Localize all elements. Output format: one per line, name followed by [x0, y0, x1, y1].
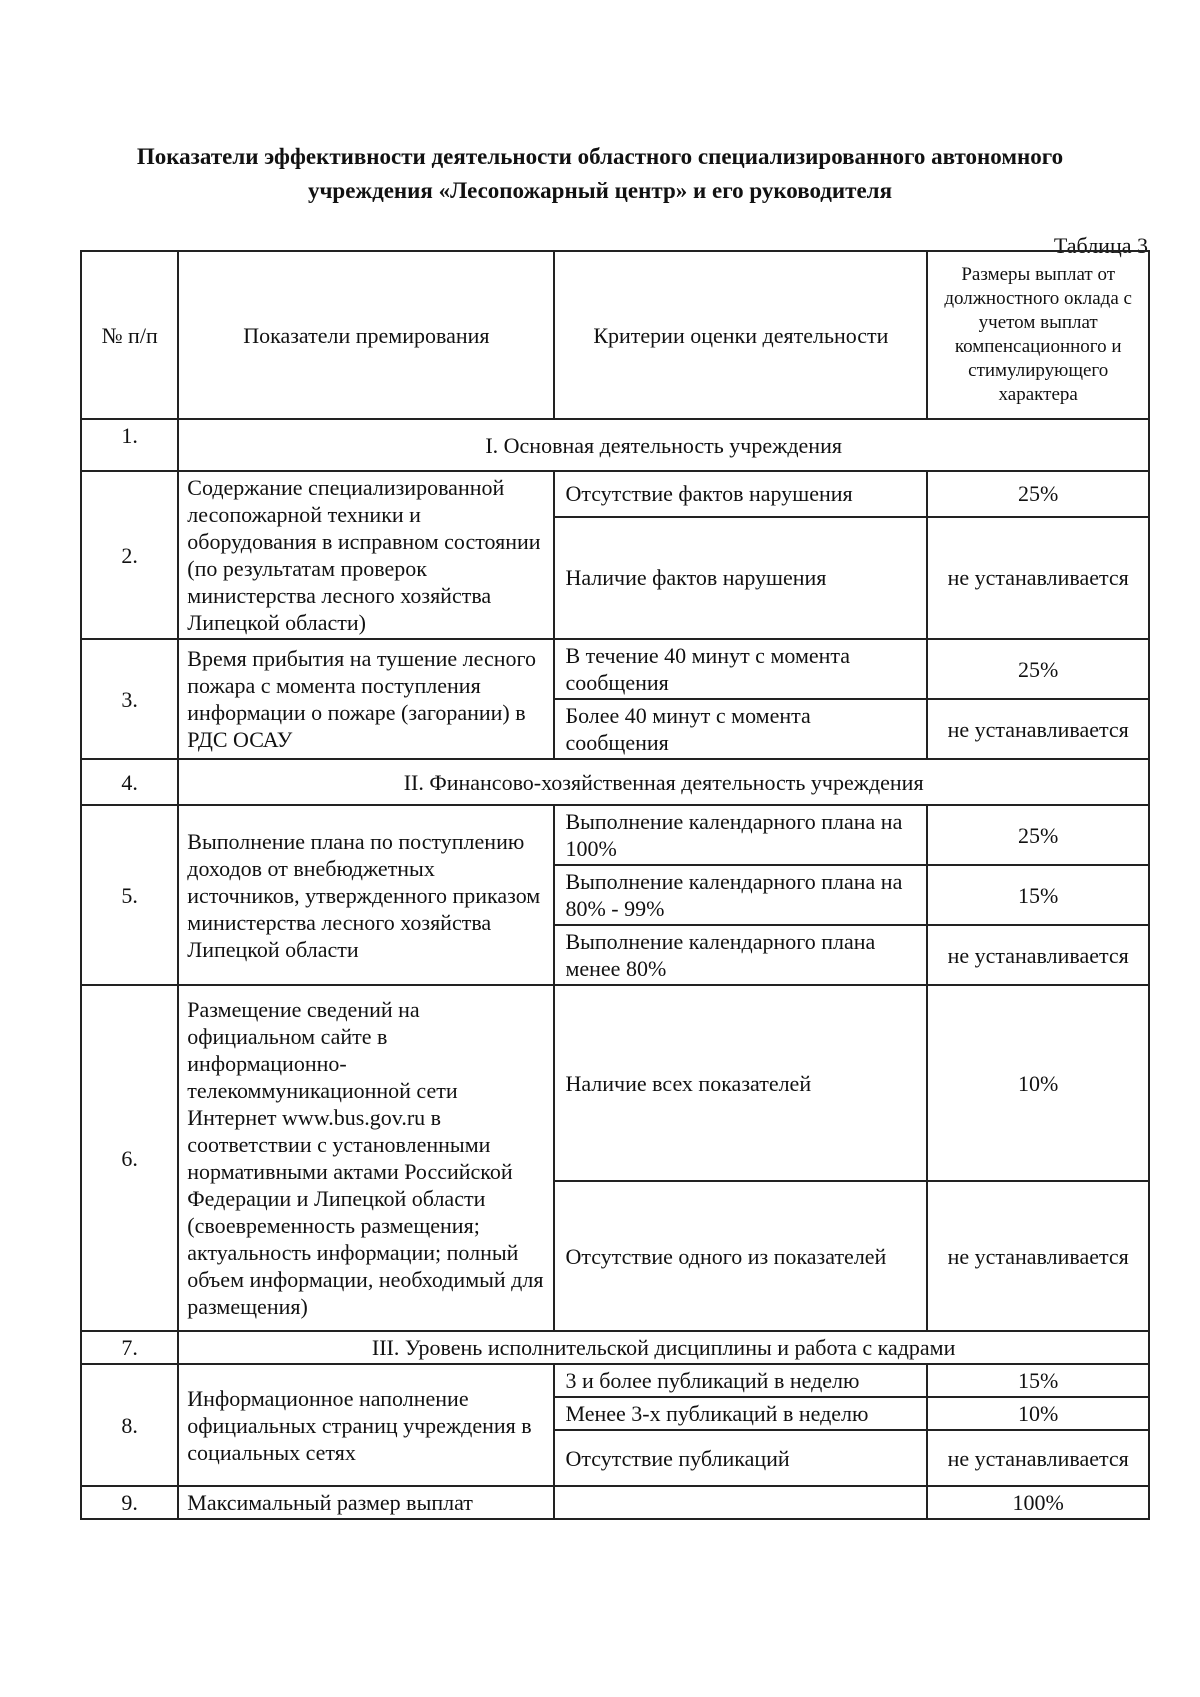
- payment-cell: 10%: [927, 1397, 1149, 1430]
- payment-cell: 25%: [927, 471, 1149, 517]
- title-line-2: учреждения «Лесопожарный центр» и его руководителя: [307, 178, 893, 203]
- indicator-cell: Информационное наполнение официальных страниц учреждения в социальных сетях: [178, 1364, 554, 1486]
- table-row: [81, 419, 1149, 471]
- table-row: [81, 639, 1149, 699]
- criterion-cell: Менее 3-х публикаций в неделю: [554, 1397, 927, 1430]
- criterion-cell: 3 и более публикаций в неделю: [554, 1364, 927, 1397]
- table-row: [81, 471, 1149, 517]
- payment-cell: 100%: [927, 1486, 1149, 1519]
- criterion-cell: Отсутствие одного из показателей: [554, 1181, 927, 1331]
- criterion-cell: Выполнение календарного плана менее 80%: [554, 925, 927, 985]
- row-num: 7.: [81, 1331, 178, 1364]
- criterion-cell: [554, 1486, 927, 1519]
- payment-cell: 10%: [927, 985, 1149, 1181]
- header-criteria: Критерии оценки деятельности: [554, 251, 927, 419]
- row-num: 3.: [81, 639, 178, 759]
- indicator-cell: Размещение сведений на официальном сайте в информационно-телекоммуникационной сети Интернет www.bus.gov.ru в соответствии с установленными нормативными актами Российской Федерации и Липецкой области (своевременность размещения; актуальность информации; полный объем информации, необходимый для размещения): [178, 985, 554, 1331]
- table-row: [81, 805, 1149, 865]
- payment-cell: 15%: [927, 1364, 1149, 1397]
- section-heading: II. Финансово-хозяйственная деятельность учреждения: [178, 759, 1149, 805]
- criterion-cell: Наличие фактов нарушения: [554, 517, 927, 639]
- table-header-row: [81, 251, 1149, 419]
- row-num: 5.: [81, 805, 178, 985]
- row-num: 9.: [81, 1486, 178, 1519]
- indicator-cell: Максимальный размер выплат: [178, 1486, 554, 1519]
- table-row: [81, 1364, 1149, 1397]
- table-row: [81, 1486, 1149, 1519]
- payment-cell: 15%: [927, 865, 1149, 925]
- row-num: 6.: [81, 985, 178, 1331]
- criterion-cell: Наличие всех показателей: [554, 985, 927, 1181]
- header-num: № п/п: [81, 251, 178, 419]
- indicator-cell: Содержание специализированной лесопожарной техники и оборудования в исправном состоянии (по результатам проверок министерства лесного хозяйства Липецкой области): [178, 471, 554, 639]
- section-heading: III. Уровень исполнительской дисциплины и работа с кадрами: [178, 1331, 1149, 1364]
- document-title: [95, 140, 1105, 208]
- row-num: 2.: [81, 471, 178, 639]
- section-heading: I. Основная деятельность учреждения: [178, 419, 1149, 471]
- title-line-1: Показатели эффективности деятельности областного специализированного автономного: [136, 144, 1064, 169]
- indicators-table: [80, 250, 1150, 1520]
- table-row: [81, 759, 1149, 805]
- payment-cell: не устанавливается: [927, 517, 1149, 639]
- criterion-cell: Выполнение календарного плана на 80% - 99%: [554, 865, 927, 925]
- indicator-cell: Выполнение плана по поступлению доходов от внебюджетных источников, утвержденного приказом министерства лесного хозяйства Липецкой области: [178, 805, 554, 985]
- indicator-cell: Время прибытия на тушение лесного пожара с момента поступления информации о пожаре (загорании) в РДС ОСАУ: [178, 639, 554, 759]
- table-row: [81, 1331, 1149, 1364]
- payment-cell: не устанавливается: [927, 925, 1149, 985]
- payment-cell: 25%: [927, 639, 1149, 699]
- criterion-cell: В течение 40 минут с момента сообщения: [554, 639, 927, 699]
- row-num: 8.: [81, 1364, 178, 1486]
- payment-cell: не устанавливается: [927, 699, 1149, 759]
- row-num: 4.: [81, 759, 178, 805]
- criterion-cell: Более 40 минут с момента сообщения: [554, 699, 927, 759]
- header-payments: Размеры выплат от должностного оклада с учетом выплат компенсационного и стимулирующего характера: [927, 251, 1149, 419]
- payment-cell: 25%: [927, 805, 1149, 865]
- payment-cell: не устанавливается: [927, 1430, 1149, 1486]
- header-indicators: Показатели премирования: [178, 251, 554, 419]
- payment-cell: не устанавливается: [927, 1181, 1149, 1331]
- table-row: [81, 985, 1149, 1181]
- criterion-cell: Отсутствие фактов нарушения: [554, 471, 927, 517]
- row-num: 1.: [81, 419, 178, 471]
- criterion-cell: Выполнение календарного плана на 100%: [554, 805, 927, 865]
- table-caption: Таблица 3: [1053, 233, 1148, 258]
- criterion-cell: Отсутствие публикаций: [554, 1430, 927, 1486]
